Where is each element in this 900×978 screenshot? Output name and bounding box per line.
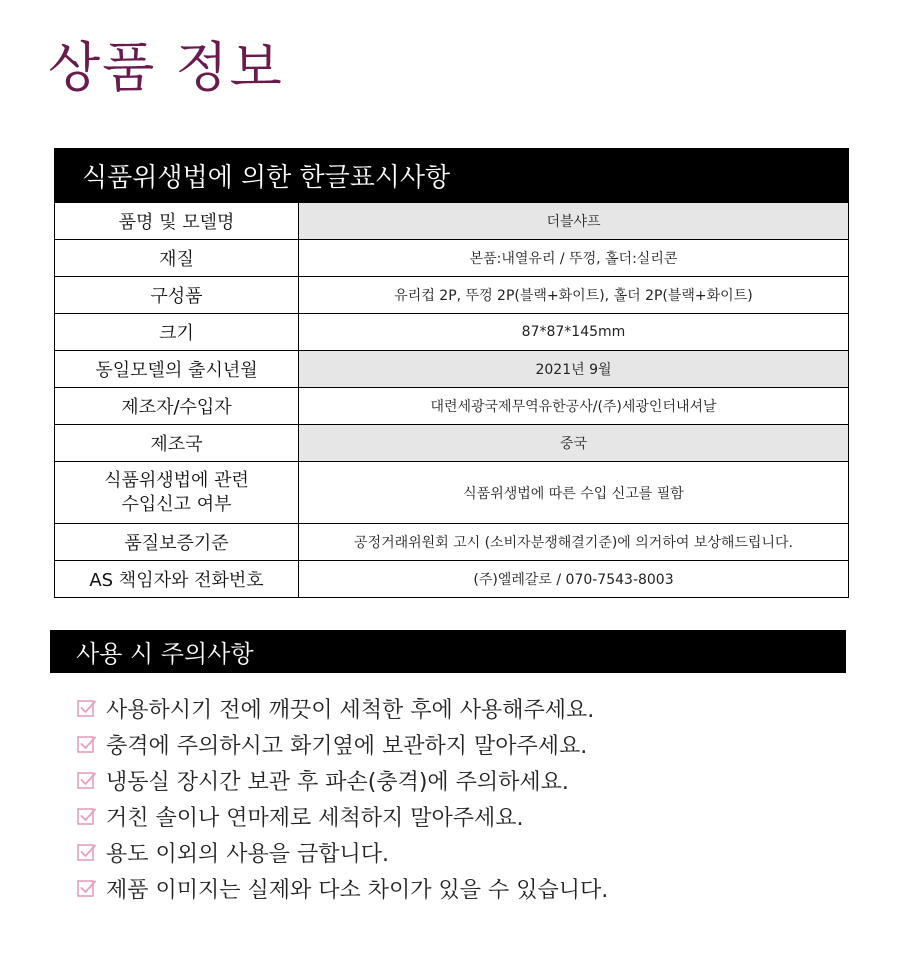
row-value: 87*87*145mm — [299, 314, 849, 351]
row-value: 공정거래위원회 고시 (소비자분쟁해결기준)에 의거하여 보상해드립니다. — [299, 524, 849, 561]
row-label: 품질보증기준 — [55, 524, 299, 561]
checkbox-icon — [76, 805, 98, 827]
table-row — [55, 425, 849, 462]
caution-section-title: 사용 시 주의사항 — [76, 640, 254, 668]
row-label: 구성품 — [55, 277, 299, 314]
caution-section-header — [50, 630, 846, 673]
table-row — [55, 351, 849, 388]
row-label: 제조자/수입자 — [55, 388, 299, 425]
caution-text: 용도 이외의 사용을 금합니다. — [106, 841, 389, 867]
row-value: 더블샤프 — [299, 203, 849, 240]
row-label: AS 책임자와 전화번호 — [55, 561, 299, 598]
table-row — [55, 462, 849, 524]
row-value: 본품:내열유리 / 뚜껑, 홀더:실리콘 — [299, 240, 849, 277]
list-item — [76, 690, 608, 726]
product-info-table — [54, 202, 849, 598]
row-label: 크기 — [55, 314, 299, 351]
row-value: 유리컵 2P, 뚜껑 2P(블랙+화이트), 홀더 2P(블랙+화이트) — [299, 277, 849, 314]
table-row — [55, 203, 849, 240]
list-item — [76, 834, 608, 870]
table-row — [55, 561, 849, 598]
table-row — [55, 524, 849, 561]
row-value: 대련세광국제무역유한공사/(주)세광인터내셔날 — [299, 388, 849, 425]
caution-list — [76, 690, 608, 906]
row-label: 재질 — [55, 240, 299, 277]
row-label: 제조국 — [55, 425, 299, 462]
table-row — [55, 388, 849, 425]
caution-text: 충격에 주의하시고 화기옆에 보관하지 말아주세요. — [106, 733, 588, 759]
list-item — [76, 762, 608, 798]
row-value: 2021년 9월 — [299, 351, 849, 388]
row-label: 동일모델의 출시년월 — [55, 351, 299, 388]
checkbox-icon — [76, 769, 98, 791]
list-item — [76, 726, 608, 762]
checkbox-icon — [76, 877, 98, 899]
table-row — [55, 240, 849, 277]
table-row — [55, 314, 849, 351]
row-label-line: 수입신고 여부 — [121, 493, 232, 515]
caution-text: 거친 솔이나 연마제로 세척하지 말아주세요. — [106, 805, 524, 831]
caution-text: 사용하시기 전에 깨끗이 세척한 후에 사용해주세요. — [106, 697, 595, 723]
row-value: 중국 — [299, 425, 849, 462]
info-section-header — [54, 148, 849, 202]
checkbox-icon — [76, 733, 98, 755]
info-section-title: 식품위생법에 의한 한글표시사항 — [82, 162, 451, 193]
list-item — [76, 798, 608, 834]
checkbox-icon — [76, 841, 98, 863]
caution-text: 냉동실 장시간 보관 후 파손(충격)에 주의하세요. — [106, 769, 569, 795]
list-item — [76, 870, 608, 906]
row-label — [55, 462, 299, 524]
table-row — [55, 277, 849, 314]
row-label-line: 식품위생법에 관련 — [104, 469, 249, 491]
row-label: 품명 및 모델명 — [55, 203, 299, 240]
page-title: 상품 정보 — [48, 36, 284, 99]
row-value: (주)엘레갈로 / 070-7543-8003 — [299, 561, 849, 598]
caution-text: 제품 이미지는 실제와 다소 차이가 있을 수 있습니다. — [106, 877, 609, 903]
checkbox-icon — [76, 697, 98, 719]
row-value: 식품위생법에 따른 수입 신고를 필함 — [299, 462, 849, 524]
